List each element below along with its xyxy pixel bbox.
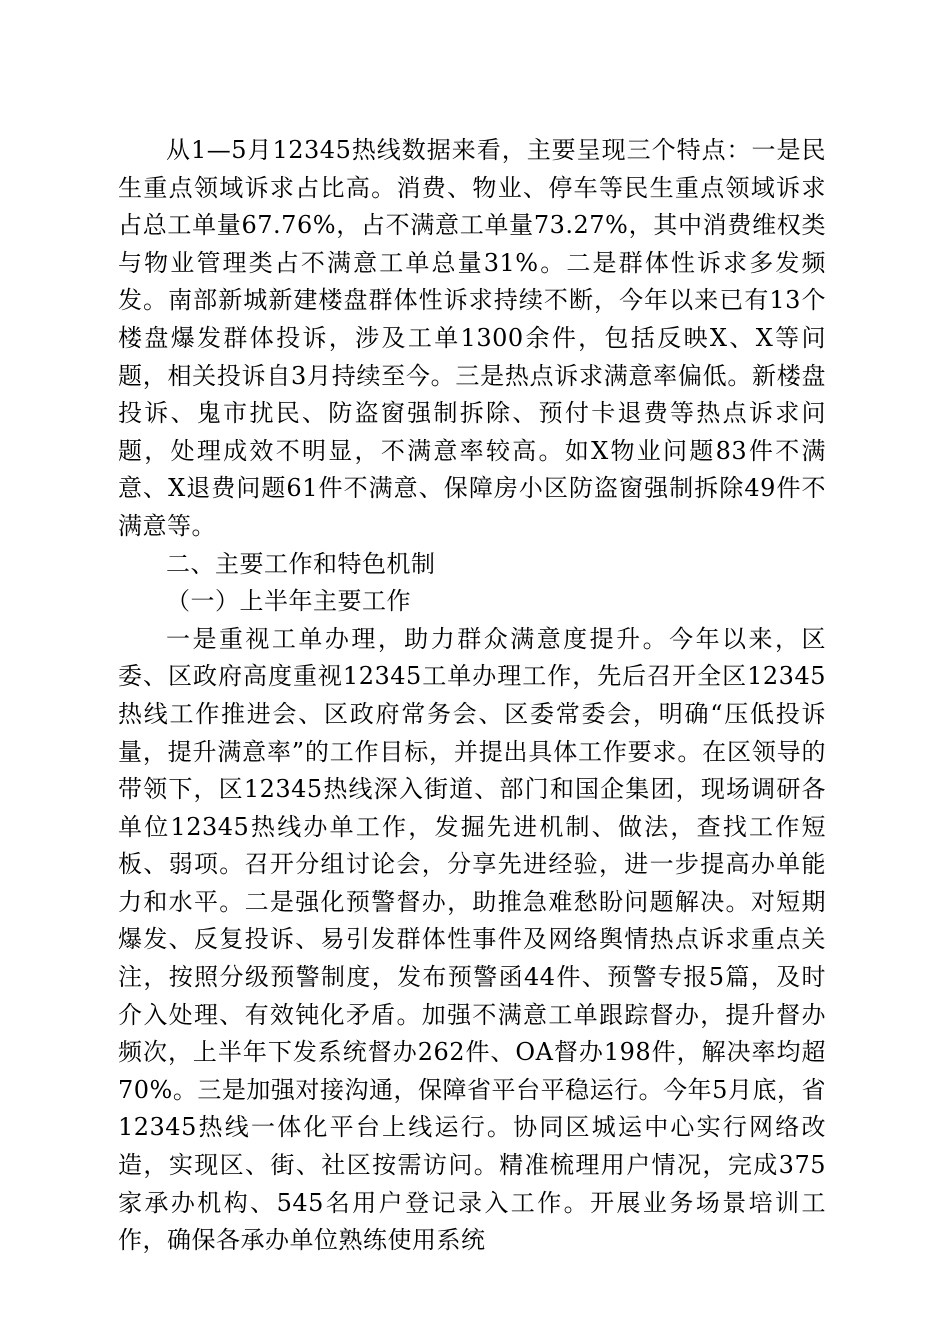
document-body [118,132,826,1260]
paragraph-first-half-work-details: 一是重视工单办理，助力群众满意度提升。今年以来，区委、区政府高度重视12345工单办理工作，先后召开全区12345热线工作推进会、区政府常务会、区委常委会，明确“压低投诉量，提升满意率”的工作目标，并提出具体工作要求。在区领导的带领下，区12345热线深入街道、部门和国企集团，现场调研各单位12345热线办单工作，发掘先进机制、做法，查找工作短板、弱项。召开分组讨论会，分享先进经验，进一步提高办单能力和水平。二是强化预警督办，助推急难愁盼问题解决。对短期爆发、反复投诉、易引发群体性事件及网络舆情热点诉求重点关注，按照分级预警制度，发布预警函44件、预警专报5篇，及时介入处理、有效钝化矛盾。加强不满意工单跟踪督办，提升督办频次，上半年下发系统督办262件、OA督办198件，解决率均超70%。三是加强对接沟通，保障省平台平稳运行。今年5月底，省12345热线一体化平台上线运行。协同区城运中心实行网络改造，实现区、街、社区按需访问。精准梳理用户情况，完成375家承办机构、545名用户登记录入工作。开展业务场景培训工作，确保各承办单位熟练使用系统 [118,624,826,1255]
section-heading-main-work: 二、主要工作和特色机制 [166,549,436,578]
subsection-heading-first-half-work: （一）上半年主要工作 [166,587,411,616]
paragraph-hotline-data-features: 从1—5月12345热线数据来看，主要呈现三个特点：一是民生重点领域诉求占比高。消费、物业、停车等民生重点领域诉求占总工单量67.76%，占不满意工单量73.27%，其中消费维权类与物业管理类占不满意工单总量31%。二是群体性诉求多发频发。南部新城新建楼盘群体性诉求持续不断，今年以来已有13个楼盘爆发群体投诉，涉及工单1300余件，包括反映X、X等问题，相关投诉自3月持续至今。三是热点诉求满意率偏低。新楼盘投诉、鬼市扰民、防盗窗强制拆除、预付卡退费等热点诉求问题，处理成效不明显，不满意率较高。如X物业问题83件不满意、X退费问题61件不满意、保障房小区防盗窗强制拆除49件不满意等。 [118,136,826,540]
